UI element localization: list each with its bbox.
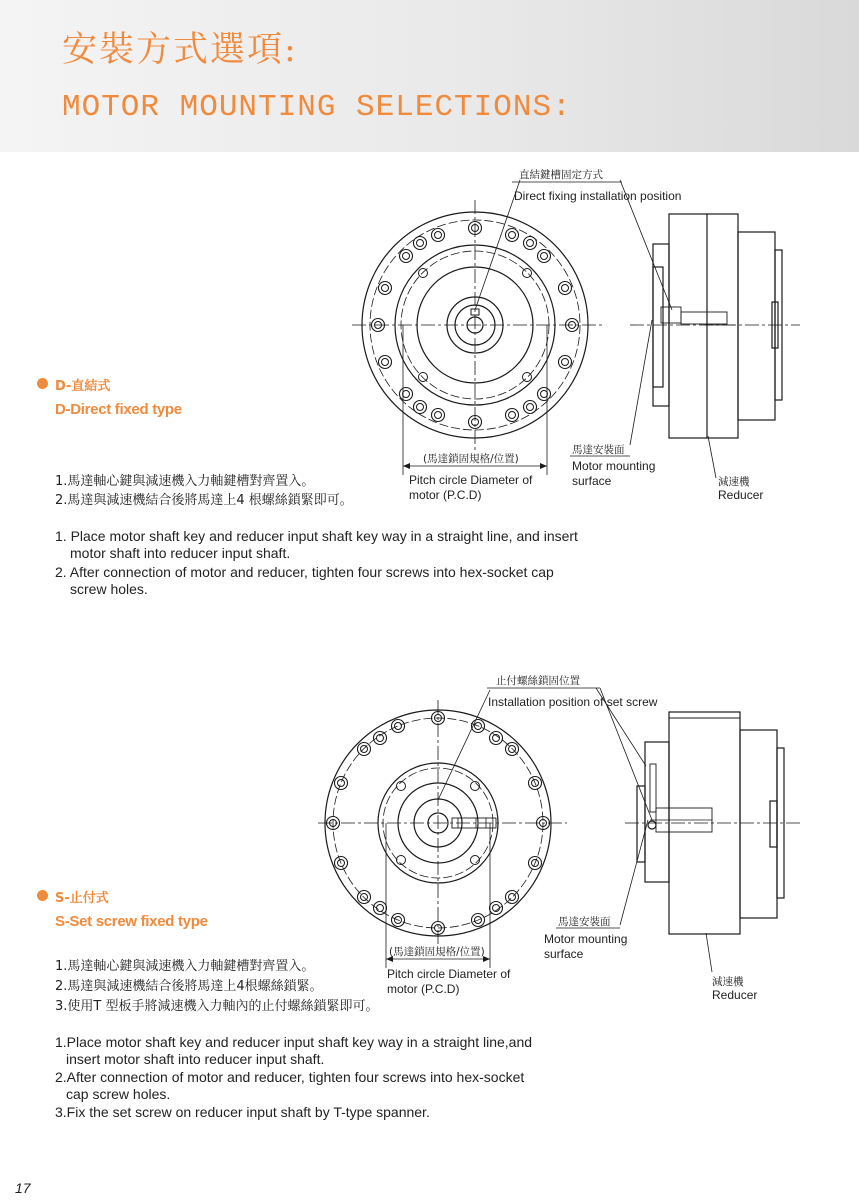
d-callout-zh: 直結鍵槽固定方式: [519, 169, 603, 181]
d-surface-zh: 馬達安裝面: [572, 444, 625, 456]
d-section-bullet: [37, 378, 48, 389]
s-callout-en: Installation position of set screw: [488, 695, 658, 709]
d-callouts: [409, 168, 763, 502]
page-number: 17: [15, 1180, 31, 1196]
d-section-heading-en: D-Direct fixed type: [55, 401, 182, 418]
d-reducer-zh: 減速機: [718, 476, 750, 488]
s-reducer-zh: 減速機: [712, 976, 744, 988]
s-surface-en-2: surface: [544, 947, 584, 961]
d-pcd-en-2: motor (P.C.D): [409, 488, 482, 502]
d-surface-en-2: surface: [572, 474, 612, 488]
s-step-en-1: 1.Place motor shaft key and reducer input shaft key way in a straight line,and: [55, 1034, 533, 1050]
d-step-en-1: 1. Place motor shaft key and reducer input shaft key way in a straight line, and insert: [55, 528, 578, 544]
s-step-en-1b: insert motor shaft into reducer input shaft.: [66, 1051, 325, 1067]
s-step-zh-1: 1.馬達軸心鍵與減速機入力軸鍵槽對齊置入。: [55, 959, 315, 974]
d-side-view: [620, 180, 800, 478]
s-pcd-zh: (馬達鎖固規格/位置): [389, 946, 485, 958]
s-front-view: [318, 690, 567, 968]
s-callout-zh: 止付螺絲鎖固位置: [496, 675, 580, 687]
s-pcd-en-1: Pitch circle Diameter of: [387, 967, 511, 981]
d-step-en-2b: screw holes.: [70, 581, 148, 597]
s-step-en-2: 2.After connection of motor and reducer, tighten four screws into hex-socket: [55, 1069, 525, 1085]
d-section-heading-zh: D-直結式: [55, 379, 111, 394]
s-surface-en-1: Motor mounting: [544, 932, 628, 946]
s-step-zh-3: 3.使用T 型板手將減速機入力軸內的止付螺絲鎖緊即可。: [55, 999, 379, 1014]
d-callout-en: Direct fixing installation position: [514, 189, 682, 203]
d-surface-en-1: Motor mounting: [572, 459, 656, 473]
page-title-chinese: 安裝方式選項:: [62, 30, 298, 70]
page-title-english: MOTOR MOUNTING SELECTIONS:: [62, 90, 572, 125]
s-step-en-2b: cap screw holes.: [66, 1086, 171, 1102]
s-side-view: [596, 688, 800, 972]
d-step-zh-2: 2.馬達與減速機結合後將馬達上4 根螺絲鎖緊即可。: [55, 493, 353, 508]
s-step-zh-2: 2.馬達與減速機結合後將馬達上4根螺絲鎖緊。: [55, 979, 323, 994]
s-section-bullet: [37, 890, 48, 901]
s-surface-zh: 馬達安裝面: [558, 916, 611, 928]
d-pcd-en-1: Pitch circle Diameter of: [409, 473, 533, 487]
s-section-heading-zh: S-止付式: [55, 891, 109, 906]
d-reducer-en: Reducer: [718, 488, 764, 502]
d-step-en-2: 2. After connection of motor and reducer, tighten four screws into hex-socket cap: [55, 564, 554, 580]
d-front-view: [352, 180, 605, 475]
s-reducer-en: Reducer: [712, 988, 758, 1002]
s-pcd-en-2: motor (P.C.D): [387, 982, 460, 996]
d-pcd-zh: (馬達鎖固規格/位置): [423, 453, 519, 465]
s-section-heading-en: S-Set screw fixed type: [55, 913, 208, 930]
d-step-zh-1: 1.馬達軸心鍵與減速機入力軸鍵槽對齊置入。: [55, 474, 315, 489]
d-step-en-1b: motor shaft into reducer input shaft.: [70, 545, 291, 561]
s-step-en-3: 3.Fix the set screw on reducer input shaft by T-type spanner.: [55, 1104, 430, 1120]
